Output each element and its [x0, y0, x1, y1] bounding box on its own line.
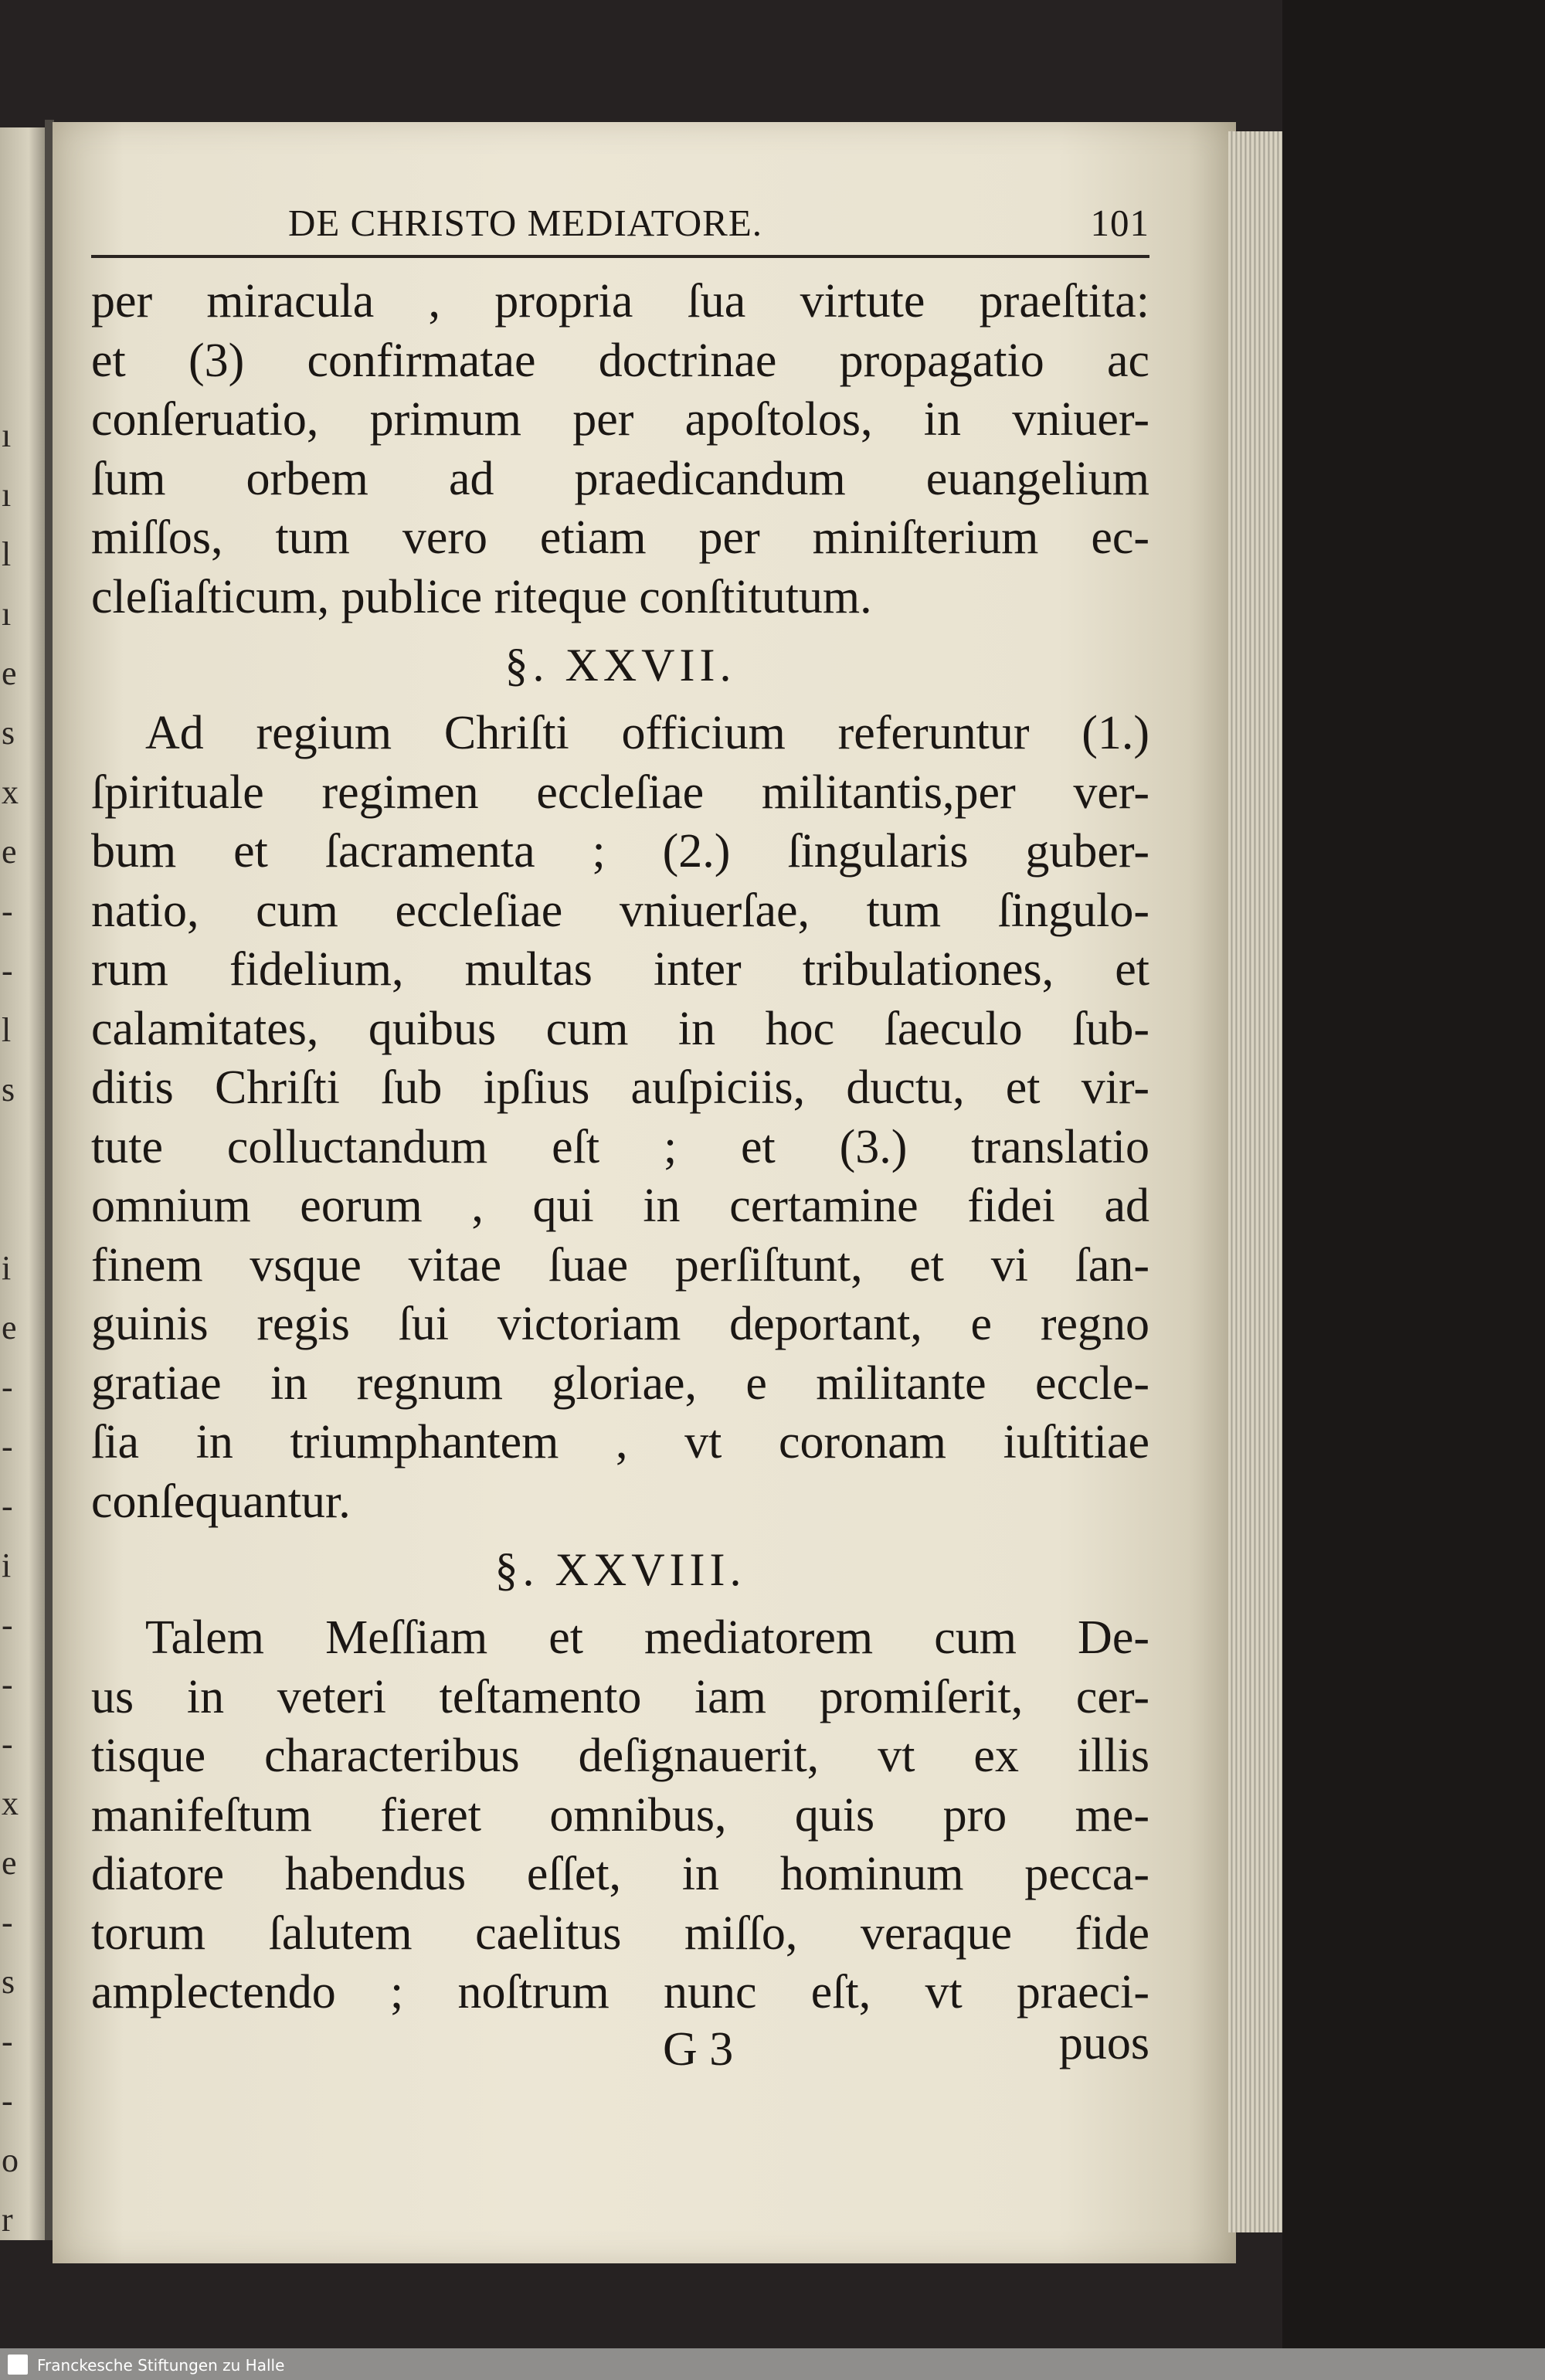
facing-page-fragment: - — [2, 1428, 13, 1465]
text-line: tisque characteribus deſignauerit, vt ex illis — [91, 1730, 1149, 1782]
page-content — [91, 193, 1149, 2084]
section-heading: §. XXVII. — [504, 640, 736, 691]
facing-page-fragment: - — [2, 2022, 13, 2060]
text-line: ditis Chriſti ſub ipſius auſpiciis, ductu, et vir- — [91, 1061, 1149, 1114]
text-line: ſum orbem ad praedicandum euangelium — [91, 452, 1149, 505]
facing-page-fragment: r — [2, 2201, 13, 2239]
dark-background-right — [1282, 0, 1545, 2348]
text-line: omnium eorum , qui in certamine fidei ad — [91, 1180, 1149, 1232]
text-line: cleſiaſticum, publice riteque conſtitutum. — [91, 570, 872, 623]
text-line: ſia in triumphantem , vt coronam iuſtitiae — [91, 1416, 1149, 1468]
facing-page-fragment — [2, 1119, 45, 1179]
section-heading: §. XXVIII. — [494, 1544, 746, 1595]
facing-page-fragment: x — [2, 773, 19, 811]
catchword: puos — [1058, 2016, 1149, 2069]
facing-page-fragment: ı — [2, 476, 12, 514]
facing-page-fragment: s — [2, 1963, 15, 2001]
facing-page-fragment — [2, 1179, 45, 1238]
facing-page-text-fragments — [2, 406, 45, 2275]
text-line: Talem Meſſiam et mediatorem cum De- — [145, 1611, 1149, 1664]
facing-page-fragment: ı — [2, 416, 12, 454]
text-line: miſſos, tum vero etiam per miniſterium ec- — [91, 511, 1149, 564]
running-head — [91, 193, 1149, 258]
facing-page-fragment: - — [2, 2082, 13, 2120]
signature-mark: G 3 — [663, 2022, 734, 2076]
text-line: natio, cum eccleſiae vniuerſae, tum ſingulo- — [91, 884, 1149, 937]
attribution-text: Franckesche Stiftungen zu Halle — [37, 2356, 285, 2375]
facing-page-edge — [0, 127, 48, 2240]
text-line: per miracula , propria ſua virtute praeſtita: — [91, 275, 1149, 328]
facing-page-fragment: - — [2, 892, 13, 930]
facing-page-fragment: - — [2, 1665, 13, 1703]
text-line: finem vsque vitae ſuae perſiſtunt, et vi ſan- — [91, 1238, 1149, 1292]
text-line: conſeruatio, primum per apoſtolos, in vniuer- — [91, 393, 1149, 446]
text-line: et (3) confirmatae doctrinae propagatio ac — [91, 334, 1149, 387]
running-head-title: DE CHRISTO MEDIATORE. — [288, 202, 763, 244]
facing-page-fragment: e — [2, 1844, 17, 1882]
facing-page-fragment: - — [2, 1903, 13, 1941]
text-line: conſequantur. — [91, 1475, 351, 1528]
facing-page-fragment: i — [2, 1546, 12, 1584]
facing-page-fragment: - — [2, 1606, 13, 1644]
text-line: manifeſtum fieret omnibus, quis pro me- — [91, 1788, 1149, 1842]
facing-page-fragment: o — [2, 2141, 19, 2179]
text-line: ſpirituale regimen eccleſiae militantis,per ver- — [91, 766, 1149, 819]
attribution-bar — [0, 2348, 1545, 2380]
facing-page-fragment: - — [2, 1725, 13, 1763]
text-line: diatore habendus eſſet, in hominum pecca- — [91, 1848, 1149, 1900]
institution-logo-icon — [8, 2355, 28, 2375]
page-number: 101 — [1090, 202, 1149, 244]
facing-page-fragment: - — [2, 1368, 13, 1406]
facing-page-fragment: l — [2, 535, 12, 573]
facing-page-fragment: l — [2, 1011, 12, 1049]
facing-page-fragment: e — [2, 1309, 17, 1346]
text-block — [91, 272, 1149, 2022]
page-block-edge — [1228, 131, 1282, 2232]
text-line: calamitates, quibus cum in hoc ſaeculo ſub- — [91, 1002, 1149, 1055]
facing-page-fragment: s — [2, 1071, 15, 1109]
text-line: rum fidelium, multas inter tribulationes, et — [91, 943, 1149, 996]
text-line: amplectendo ; noſtrum nunc eſt, vt praeci- — [91, 1966, 1149, 2018]
facing-page-fragment: i — [2, 1249, 12, 1287]
facing-page-fragment: - — [2, 952, 13, 990]
text-line: tute colluctandum eſt ; et (3.) translatio — [91, 1120, 1149, 1173]
facing-page-fragment: e — [2, 833, 17, 871]
facing-page-fragment: ı — [2, 595, 12, 633]
text-line: guinis regis ſui victoriam deportant, e regno — [91, 1298, 1149, 1350]
text-line: bum et ſacramenta ; (2.) ſingularis guber- — [91, 825, 1149, 878]
page-footer — [91, 2016, 1149, 2084]
text-line: gratiae in regnum gloriae, e militante eccle- — [91, 1356, 1149, 1410]
text-line: Ad regium Chriſti officium referuntur (1.) — [145, 707, 1149, 759]
text-line: torum ſalutem caelitus miſſo, veraque fide — [91, 1906, 1149, 1960]
text-line: us in veteri teſtamento iam promiſerit, cer- — [91, 1670, 1149, 1723]
facing-page-fragment: s — [2, 714, 15, 752]
facing-page-fragment: - — [2, 1487, 13, 1525]
facing-page-fragment: x — [2, 1784, 19, 1822]
facing-page-fragment: e — [2, 654, 17, 692]
